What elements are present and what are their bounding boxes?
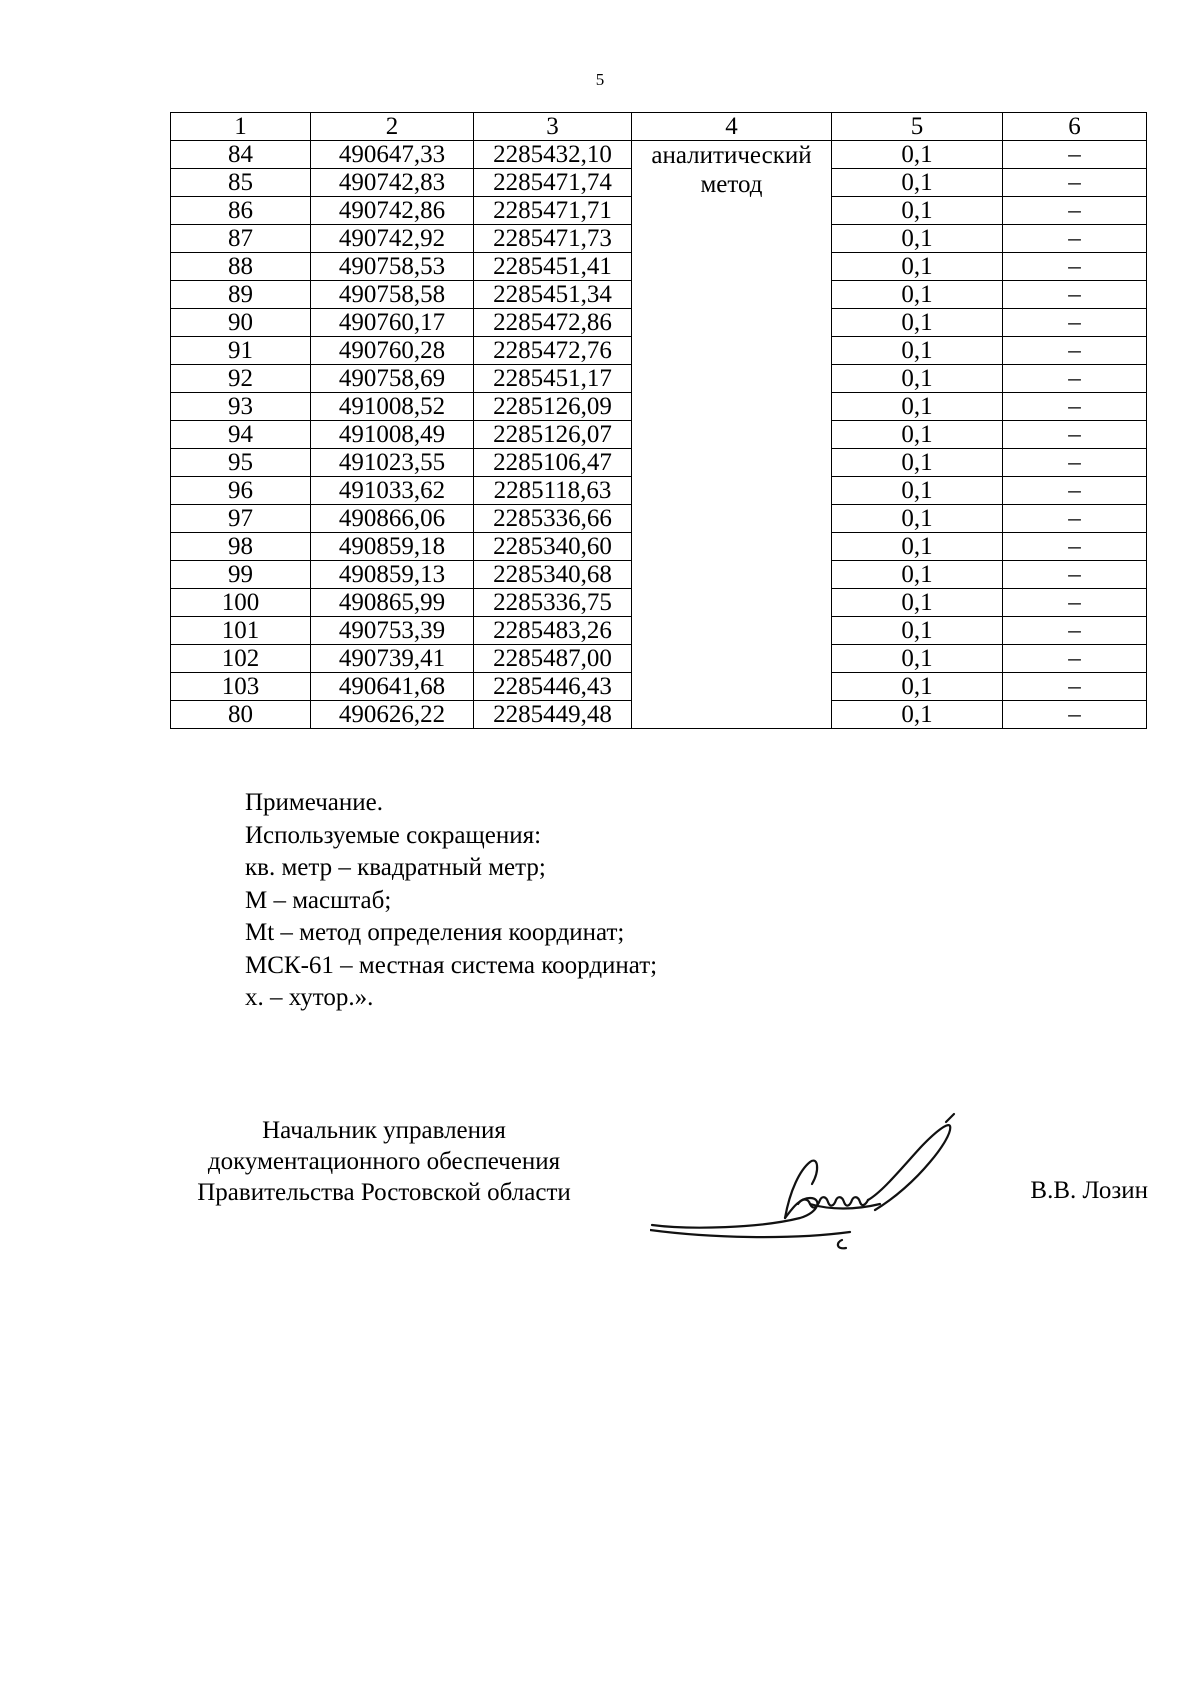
header-cell: 4 [632, 113, 832, 141]
y-coordinate-cell: 2285340,60 [474, 533, 632, 561]
description-cell: – [1003, 505, 1147, 533]
y-coordinate-cell: 2285336,66 [474, 505, 632, 533]
description-cell: – [1003, 645, 1147, 673]
x-coordinate-cell: 490865,99 [311, 589, 474, 617]
x-coordinate-cell: 490742,83 [311, 169, 474, 197]
method-line: аналитический [651, 142, 812, 169]
point-number-cell: 93 [171, 393, 311, 421]
note-line: Используемые сокращения: [245, 821, 542, 849]
point-number-cell: 100 [171, 589, 311, 617]
accuracy-cell: 0,1 [832, 589, 1003, 617]
page-number: 5 [595, 70, 605, 89]
point-number-cell: 95 [171, 449, 311, 477]
y-coordinate-cell: 2285432,10 [474, 141, 632, 169]
accuracy-cell: 0,1 [832, 701, 1003, 729]
description-cell: – [1003, 365, 1147, 393]
signatory-title-line: Правительства Ростовской области [197, 1179, 571, 1206]
point-number-cell: 89 [171, 281, 311, 309]
description-cell: – [1003, 309, 1147, 337]
point-number-cell: 99 [171, 561, 311, 589]
note-line: кв. метр – квадратный метр; [245, 854, 546, 881]
description-cell: – [1003, 393, 1147, 421]
accuracy-cell: 0,1 [832, 225, 1003, 253]
y-coordinate-cell: 2285340,68 [474, 561, 632, 589]
signer-name: В.В. Лозин [1030, 1177, 1148, 1204]
description-cell: – [1003, 253, 1147, 281]
header-cell: 2 [311, 113, 474, 141]
y-coordinate-cell: 2285118,63 [474, 477, 632, 505]
description-cell: – [1003, 225, 1147, 253]
x-coordinate-cell: 490647,33 [311, 141, 474, 169]
y-coordinate-cell: 2285487,00 [474, 645, 632, 673]
description-cell: – [1003, 533, 1147, 561]
accuracy-cell: 0,1 [832, 673, 1003, 701]
signatory-title [160, 1115, 608, 1208]
y-coordinate-cell: 2285471,71 [474, 197, 632, 225]
point-number-cell: 102 [171, 645, 311, 673]
note-line: Примечание. [245, 789, 384, 816]
point-number-cell: 91 [171, 337, 311, 365]
signatory-title-line: документационного обеспечения [207, 1148, 561, 1175]
description-cell: – [1003, 169, 1147, 197]
accuracy-cell: 0,1 [832, 393, 1003, 421]
handwritten-signature [650, 1100, 1000, 1265]
x-coordinate-cell: 490626,22 [311, 701, 474, 729]
accuracy-cell: 0,1 [832, 169, 1003, 197]
coordinates-table [170, 112, 1147, 729]
accuracy-cell: 0,1 [832, 505, 1003, 533]
accuracy-cell: 0,1 [832, 477, 1003, 505]
y-coordinate-cell: 2285449,48 [474, 701, 632, 729]
x-coordinate-cell: 491023,55 [311, 449, 474, 477]
x-coordinate-cell: 490742,86 [311, 197, 474, 225]
y-coordinate-cell: 2285451,34 [474, 281, 632, 309]
accuracy-cell: 0,1 [832, 645, 1003, 673]
description-cell: – [1003, 701, 1147, 729]
x-coordinate-cell: 490760,28 [311, 337, 474, 365]
point-number-cell: 97 [171, 505, 311, 533]
accuracy-cell: 0,1 [832, 365, 1003, 393]
y-coordinate-cell: 2285126,07 [474, 421, 632, 449]
description-cell: – [1003, 337, 1147, 365]
accuracy-cell: 0,1 [832, 421, 1003, 449]
point-number-cell: 103 [171, 673, 311, 701]
accuracy-cell: 0,1 [832, 561, 1003, 589]
y-coordinate-cell: 2285451,17 [474, 365, 632, 393]
y-coordinate-cell: 2285126,09 [474, 393, 632, 421]
point-number-cell: 87 [171, 225, 311, 253]
x-coordinate-cell: 490641,68 [311, 673, 474, 701]
x-coordinate-cell: 490866,06 [311, 505, 474, 533]
x-coordinate-cell: 490758,58 [311, 281, 474, 309]
note-line: х. – хутор.». [245, 984, 374, 1011]
point-number-cell: 85 [171, 169, 311, 197]
description-cell: – [1003, 561, 1147, 589]
note-line: М – масштаб; [245, 886, 392, 914]
point-number-cell: 80 [171, 701, 311, 729]
x-coordinate-cell: 490753,39 [311, 617, 474, 645]
y-coordinate-cell: 2285472,76 [474, 337, 632, 365]
table-header-row [171, 113, 1147, 141]
accuracy-cell: 0,1 [832, 309, 1003, 337]
accuracy-cell: 0,1 [832, 141, 1003, 169]
y-coordinate-cell: 2285471,74 [474, 169, 632, 197]
x-coordinate-cell: 490742,92 [311, 225, 474, 253]
description-cell: – [1003, 141, 1147, 169]
description-cell: – [1003, 673, 1147, 701]
description-cell: – [1003, 589, 1147, 617]
x-coordinate-cell: 491008,52 [311, 393, 474, 421]
accuracy-cell: 0,1 [832, 281, 1003, 309]
x-coordinate-cell: 490739,41 [311, 645, 474, 673]
x-coordinate-cell: 491008,49 [311, 421, 474, 449]
point-number-cell: 84 [171, 141, 311, 169]
accuracy-cell: 0,1 [832, 197, 1003, 225]
note-line: МСК-61 – местная система координат; [245, 951, 658, 979]
description-cell: – [1003, 477, 1147, 505]
note-block [245, 787, 657, 1015]
y-coordinate-cell: 2285472,86 [474, 309, 632, 337]
note-line: Mt – метод определения координат; [245, 919, 625, 946]
method-cell [632, 141, 832, 729]
description-cell: – [1003, 449, 1147, 477]
point-number-cell: 101 [171, 617, 311, 645]
point-number-cell: 86 [171, 197, 311, 225]
table-row [171, 141, 1147, 169]
point-number-cell: 92 [171, 365, 311, 393]
signatory-title-line: Начальник управления [262, 1117, 506, 1144]
description-cell: – [1003, 281, 1147, 309]
x-coordinate-cell: 490758,53 [311, 253, 474, 281]
point-number-cell: 94 [171, 421, 311, 449]
x-coordinate-cell: 490859,18 [311, 533, 474, 561]
accuracy-cell: 0,1 [832, 337, 1003, 365]
x-coordinate-cell: 491033,62 [311, 477, 474, 505]
coordinates-table-body [171, 113, 1147, 729]
x-coordinate-cell: 490859,13 [311, 561, 474, 589]
y-coordinate-cell: 2285483,26 [474, 617, 632, 645]
header-cell: 5 [832, 113, 1003, 141]
point-number-cell: 88 [171, 253, 311, 281]
point-number-cell: 90 [171, 309, 311, 337]
y-coordinate-cell: 2285451,41 [474, 253, 632, 281]
y-coordinate-cell: 2285446,43 [474, 673, 632, 701]
point-number-cell: 98 [171, 533, 311, 561]
accuracy-cell: 0,1 [832, 533, 1003, 561]
header-cell: 1 [171, 113, 311, 141]
method-line: метод [700, 171, 763, 198]
accuracy-cell: 0,1 [832, 253, 1003, 281]
description-cell: – [1003, 421, 1147, 449]
x-coordinate-cell: 490760,17 [311, 309, 474, 337]
description-cell: – [1003, 617, 1147, 645]
accuracy-cell: 0,1 [832, 617, 1003, 645]
header-cell: 3 [474, 113, 632, 141]
y-coordinate-cell: 2285336,75 [474, 589, 632, 617]
accuracy-cell: 0,1 [832, 449, 1003, 477]
y-coordinate-cell: 2285106,47 [474, 449, 632, 477]
point-number-cell: 96 [171, 477, 311, 505]
description-cell: – [1003, 197, 1147, 225]
y-coordinate-cell: 2285471,73 [474, 225, 632, 253]
header-cell: 6 [1003, 113, 1147, 141]
x-coordinate-cell: 490758,69 [311, 365, 474, 393]
